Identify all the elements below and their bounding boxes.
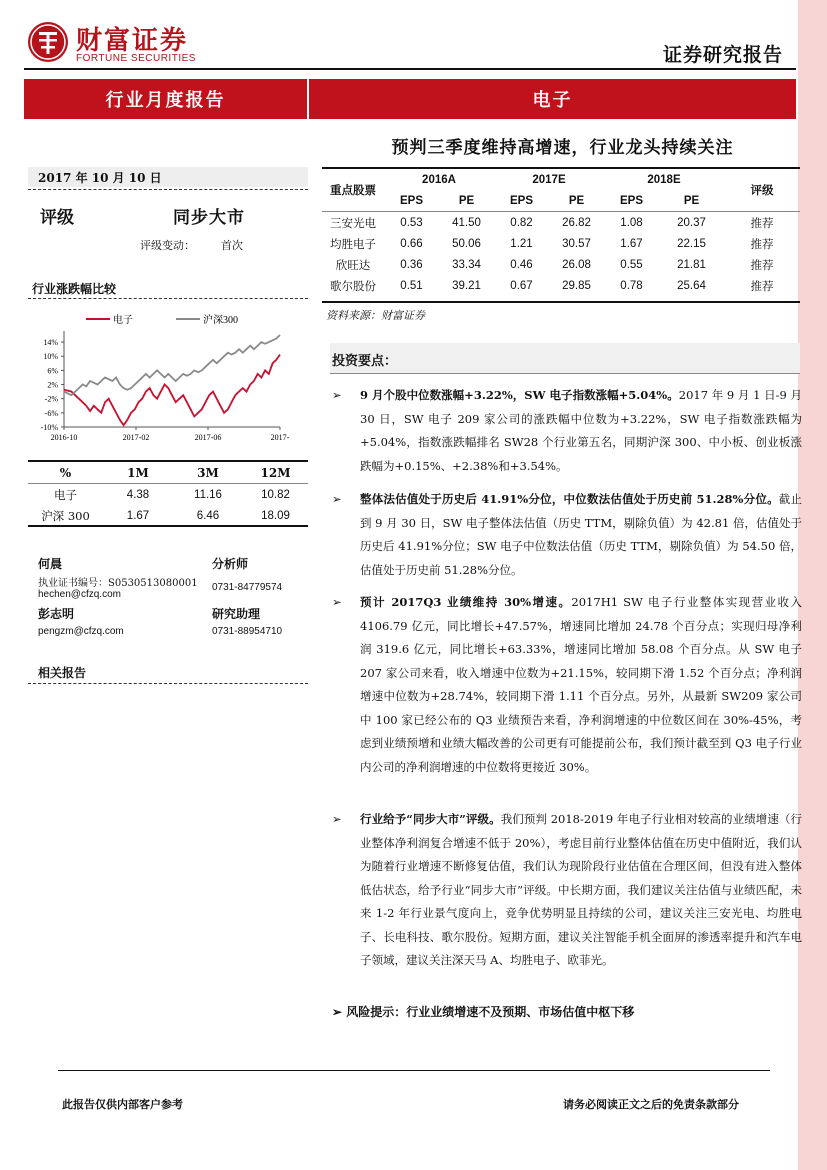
y-tick-label: -10% <box>40 423 58 432</box>
table-cell: 沪深 300 <box>41 508 90 523</box>
table-cell: 0.53 <box>400 216 423 229</box>
table-cell: 33.34 <box>452 258 481 271</box>
table-cell: 26.08 <box>562 258 591 271</box>
table-row <box>322 212 800 234</box>
fin-header-stock: 重点股票 <box>330 183 376 197</box>
table-cell: 30.57 <box>562 237 591 250</box>
legend-label: 沪深300 <box>203 315 238 326</box>
table-row <box>322 275 800 296</box>
table-row <box>28 484 308 505</box>
table-cell: 4.38 <box>126 488 150 501</box>
company-name-en: FORTUNE SECURITIES <box>76 53 196 64</box>
bullet-lead: 行业给予“同步大市”评级。 <box>360 812 501 826</box>
table-header-cell: % <box>59 466 72 480</box>
fin-subheader: EPS <box>509 194 533 207</box>
footer-rule <box>58 1070 770 1071</box>
y-tick-label: 14% <box>43 338 58 348</box>
x-tick-label: 2016-10 <box>50 433 78 442</box>
y-tick-label: 2% <box>47 380 58 390</box>
banner-report-category: 行业月度报告 <box>24 79 307 119</box>
fin-subheader: EPS <box>399 194 423 207</box>
bullet-item <box>332 591 802 779</box>
table-cell: 推荐 <box>750 257 774 272</box>
fin-table-bottom-rule <box>322 301 800 303</box>
arrow-bullet-icon: ➢ <box>332 492 342 506</box>
table-cell: 11.16 <box>194 488 222 501</box>
table-cell: 推荐 <box>750 215 774 230</box>
risk-warning <box>332 1003 634 1020</box>
table-source: 资料来源：财富证券 <box>326 309 425 322</box>
table-cell: 0.36 <box>400 258 423 271</box>
x-tick-label: 2017-02 <box>122 433 150 442</box>
bullet-item <box>332 488 802 582</box>
y-tick-label: 10% <box>43 352 58 362</box>
assistant-name: 彭志明 <box>38 607 75 621</box>
points-heading-bar <box>330 343 800 374</box>
fin-subheader: PE <box>683 194 700 207</box>
y-tick-label: -2% <box>44 394 58 404</box>
banner-industry: 电子 <box>309 79 796 119</box>
table-cell: 50.06 <box>452 237 481 250</box>
table-cell: 1.08 <box>620 216 643 229</box>
fin-header-year: 2016A <box>422 173 456 186</box>
table-cell: 18.09 <box>261 509 290 522</box>
performance-chart <box>28 305 308 455</box>
footer-right: 请务必阅读正文之后的免责条款部分 <box>563 1098 739 1111</box>
x-tick-label: 2017- <box>270 433 290 442</box>
table-cell: 1.67 <box>126 509 150 522</box>
table-row <box>28 505 308 526</box>
side-decoration <box>798 0 827 1170</box>
assistant-phone: 0731-88954710 <box>212 626 283 637</box>
table-cell: 推荐 <box>750 278 774 293</box>
analyst-phone: 0731-84779574 <box>212 582 283 593</box>
header-rule <box>24 68 796 70</box>
bullet-lead: 9 月个股中位数涨幅+3.22%，SW 电子指数涨幅+5.04%。 <box>360 388 679 402</box>
fin-header-year: 2017E <box>532 173 566 186</box>
table-cell: 22.15 <box>677 237 706 250</box>
rating-change-value: 首次 <box>221 239 243 252</box>
rating-value: 同步大市 <box>173 208 245 228</box>
report-type: 证券研究报告 <box>662 44 783 66</box>
table-cell: 26.82 <box>562 216 591 229</box>
footer-left: 此报告仅供内部客户参考 <box>62 1098 183 1111</box>
company-logo-icon <box>28 22 68 62</box>
bullet-text: 2017 年 9 月 1 日-9 月 30 日，SW 电子 209 家公司的涨跌幅中位数为+3.22%，SW 电子指数涨跌幅为+5.04%，指数涨跌幅排名 SW28 个行业第五名，同期沪深 300、中小板、创业板涨跌幅为+0.15%、+2.38%和+3.54%。 <box>360 388 802 473</box>
bullet-lead: 整体法估值处于历史后 41.91%分位，中位数法估值处于历史前 51.28%分位。 <box>360 492 779 506</box>
table-cell: 0.78 <box>620 279 643 292</box>
y-tick-label: 6% <box>47 366 58 376</box>
performance-table <box>28 463 308 526</box>
divider <box>28 298 308 299</box>
table-row <box>322 254 800 275</box>
arrow-bullet-icon: ➢ <box>332 1005 347 1019</box>
fin-subheader: PE <box>568 194 585 207</box>
table-cell: 25.64 <box>677 279 706 292</box>
fin-subheader: PE <box>458 194 475 207</box>
divider <box>28 189 308 190</box>
key-stocks-table <box>322 169 800 296</box>
table-cell: 39.21 <box>452 279 481 292</box>
table-cell: 歌尔股份 <box>330 278 376 293</box>
assistant-email[interactable]: pengzm@cfzq.com <box>38 626 124 637</box>
fin-subheader: EPS <box>619 194 643 207</box>
table-cell: 均胜电子 <box>330 236 376 251</box>
risk-text: 风险提示：行业业绩增速不及预期、市场估值中枢下移 <box>346 1005 635 1019</box>
table-cell: 41.50 <box>452 216 481 229</box>
table-cell: 0.51 <box>400 279 423 292</box>
report-date: 2017 年 10 月 10 日 <box>38 171 162 185</box>
rating-label: 评级 <box>40 208 74 228</box>
bullet-item <box>332 384 802 478</box>
arrow-bullet-icon: ➢ <box>332 595 342 609</box>
table-cell: 20.37 <box>677 216 706 229</box>
rating-change-label: 评级变动： <box>140 239 195 252</box>
bullet-text: 2017H1 SW 电子行业整体实现营业收入 4106.79 亿元，同比增长+47.57%，增速同比增加 24.78 个百分点；实现归母净利润 319.6 亿元，同比增长+63.33%，增速同比增加 58.08 个百分点。从 SW 电子 207 家公司来看，收入增速中位数为+21.15%，较同期下滑 1.52 个百分点；净利润增速中位数为+28.74%，较同期下滑 1.11 个百分点。另外，从最新 SW209 家公司中 100 家已经公布的 Q3 业绩预告来看，净利润增速的中位数区间在 30%-45%，考虑到业绩预增和业绩大幅改善的公司更有可能提前公布，我们预计截至到 Q3 电子行业内公司的净利润增速的中位数将更接近 30%。 <box>360 595 802 774</box>
table-header-cell: 3M <box>197 466 219 480</box>
analyst-email[interactable]: hechen@cfzq.com <box>38 589 121 600</box>
bullet-text: 截止到 9 月 30 日，SW 电子整体法估值（历史 TTM，剔除负值）为 42.81 倍，估值处于历史后 41.91%分位；SW 电子中位数法估值（历史 TTM，剔除负值）为 54.50 倍，估值处于历史前 51.28%分位。 <box>360 492 803 577</box>
assistant-label: 研究助理 <box>212 607 261 621</box>
table-cell: 0.46 <box>510 258 533 271</box>
table-row <box>322 233 800 254</box>
table-top-rule <box>28 460 308 462</box>
series-line-2 <box>64 335 280 395</box>
analyst-cert: 执业证书编号：S0530513080001 <box>38 578 198 589</box>
analyst-label: 分析师 <box>212 557 249 571</box>
analyst-name: 何晨 <box>38 557 63 571</box>
table-cell: 21.81 <box>677 258 706 271</box>
fin-header-rating: 评级 <box>750 183 774 197</box>
legend-label: 电子 <box>113 315 133 326</box>
series-line-1 <box>64 355 280 426</box>
table-cell: 电子 <box>54 487 77 502</box>
table-bottom-rule <box>28 525 308 527</box>
report-title: 预判三季度维持高增速，行业龙头持续关注 <box>391 138 734 158</box>
bullet-text: 我们预判 2018-2019 年电子行业相对较高的业绩增速（行业整体净利润复合增速不低于 20%），考虑目前行业整体估值在历史中值附近，我们认为随着行业增速不断修复估值，我们认为现阶段行业估值在合理区间，但没有进入整体低估状态，给予行业“同步大市”评级。中长期方面，我们建议关注估值与业绩匹配，未来 1-2 年行业景气度向上，竞争优势明显且持续的公司，建议关注三安光电、均胜电子、长电科技、歌尔股份。短期方面，建议关注智能手机全面屏的渗透率提升和汽车电子领域，建议关注深天马 A、均胜电子、欧菲光。 <box>360 812 802 967</box>
table-header-row <box>28 463 308 483</box>
points-heading: 投资要点： <box>332 354 398 369</box>
table-cell: 6.46 <box>196 509 220 522</box>
table-cell: 1.67 <box>620 237 643 250</box>
table-cell: 1.21 <box>510 237 533 250</box>
company-name-cn: 财富证券 <box>76 26 189 56</box>
table-cell: 推荐 <box>750 236 774 251</box>
fin-header-year: 2018E <box>647 173 681 186</box>
table-cell: 0.67 <box>510 279 533 292</box>
chart-heading: 行业涨跌幅比较 <box>32 282 117 296</box>
bullet-lead: 预计 2017Q3 业绩维持 30%增速。 <box>360 595 572 609</box>
arrow-bullet-icon: ➢ <box>332 388 342 402</box>
table-cell: 29.85 <box>562 279 591 292</box>
related-heading: 相关报告 <box>38 666 87 680</box>
divider <box>28 683 308 684</box>
table-cell: 10.82 <box>261 488 290 501</box>
table-cell: 0.55 <box>620 258 643 271</box>
table-cell: 0.82 <box>510 216 533 229</box>
table-header-cell: 12M <box>260 466 291 480</box>
table-cell: 欣旺达 <box>335 257 371 272</box>
table-header-cell: 1M <box>127 466 149 480</box>
y-tick-label: -6% <box>44 408 58 418</box>
table-cell: 三安光电 <box>330 215 376 230</box>
bullet-item <box>332 808 802 973</box>
x-tick-label: 2017-06 <box>194 433 222 442</box>
arrow-bullet-icon: ➢ <box>332 812 342 826</box>
table-cell: 0.66 <box>400 237 423 250</box>
